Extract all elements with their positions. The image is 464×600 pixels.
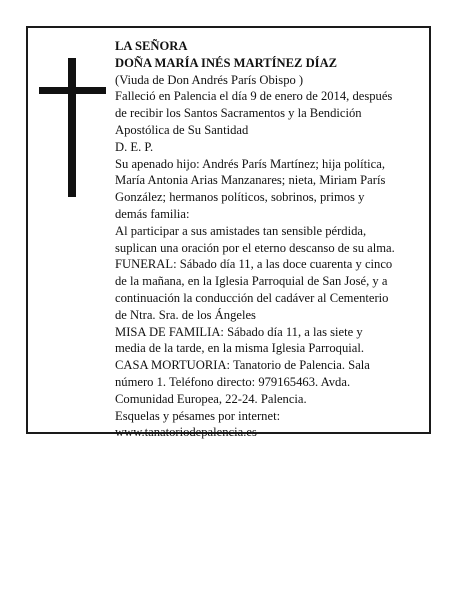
text-line: de recibir los Santos Sacramentos y la Bendición xyxy=(115,106,362,121)
text-line: suplican una oración por el eterno descanso de su alma. xyxy=(115,240,395,255)
text-line: González; hermanos políticos, sobrinos, primos y xyxy=(115,190,365,205)
text-line: Apostólica de Su Santidad xyxy=(115,122,249,137)
text-line: LA SEÑORA xyxy=(115,39,188,53)
text-line: FUNERAL: Sábado día 11, a las doce cuarenta y cinco xyxy=(115,257,393,272)
text-line: CASA MORTUORIA: Tanatorio de Palencia. Sala xyxy=(115,358,370,373)
text-line: media de la tarde, en la misma Iglesia Parroquial. xyxy=(115,341,364,356)
text-line: Falleció en Palencia el día 9 de enero de 2014, después xyxy=(115,89,393,104)
text-line: de Ntra. Sra. de los Ángeles xyxy=(115,307,256,322)
text-line: Comunidad Europea, 22-24. Palencia. xyxy=(115,391,307,406)
text-line: María Antonia Arias Manzanares; nieta, Miriam París xyxy=(115,173,386,188)
obituary-text xyxy=(115,38,425,441)
text-line: número 1. Teléfono directo: 979165463. Avda. xyxy=(115,374,351,389)
text-line: continuación la conducción del cadáver al Cementerio xyxy=(115,290,389,305)
text-line: DOÑA MARÍA INÉS MARTÍNEZ DÍAZ xyxy=(115,55,338,70)
text-line: de la mañana, en la Iglesia Parroquial de San José, y a xyxy=(115,274,388,289)
text-line: Esquelas y pésames por internet: xyxy=(115,408,281,423)
obituary-notice xyxy=(26,26,431,440)
text-line: demás familia: xyxy=(115,206,190,221)
text-line: (Viuda de Don Andrés París Obispo ) xyxy=(115,72,304,87)
text-line: D. E. P. xyxy=(115,139,154,154)
text-line: Al participar a sus amistades tan sensible pérdida, xyxy=(115,223,367,238)
text-line: Su apenado hijo: Andrés París Martínez; hija política, xyxy=(115,156,386,171)
text-line: MISA DE FAMILIA: Sábado día 11, a las siete y xyxy=(115,324,363,339)
text-line: www.tanatoriodepalencia.es xyxy=(115,425,257,440)
